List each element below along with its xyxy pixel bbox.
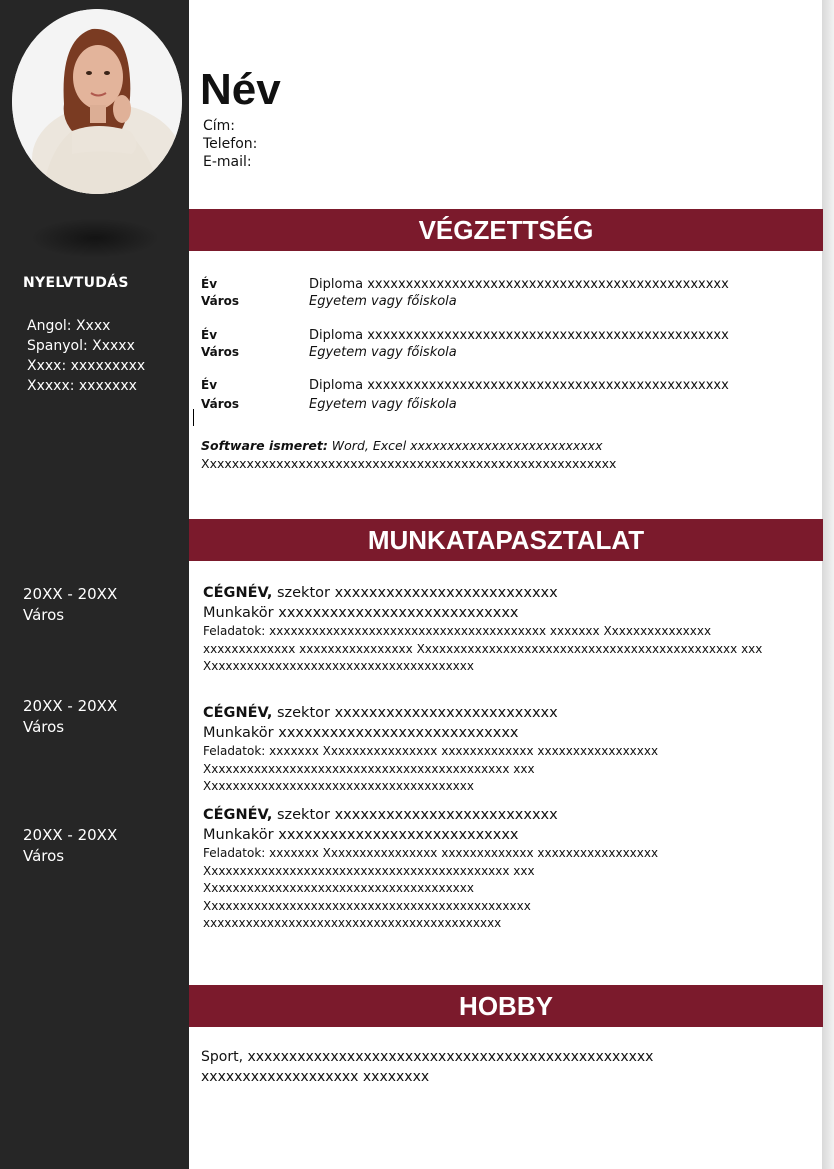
job-years: 20XX - 20XX — [23, 826, 118, 844]
company-sector: szektor xxxxxxxxxxxxxxxxxxxxxxxxxx — [272, 585, 558, 601]
text-cursor — [193, 409, 194, 426]
company-sector: szektor xxxxxxxxxxxxxxxxxxxxxxxxxx — [272, 705, 558, 721]
company-name: CÉGNÉV, — [203, 705, 273, 721]
education-city: Város — [201, 294, 240, 308]
education-diploma: Diploma xxxxxxxxxxxxxxxxxxxxxxxxxxxxxxxxxxxxxxxxxxxxxxx — [309, 277, 729, 292]
education-year: Év — [201, 328, 218, 342]
job-city: Város — [23, 718, 65, 736]
job-position: Munkakör xxxxxxxxxxxxxxxxxxxxxxxxxxxx — [203, 827, 519, 843]
job-period-3 — [23, 825, 117, 867]
education-diploma: Diploma xxxxxxxxxxxxxxxxxxxxxxxxxxxxxxxxxxxxxxxxxxxxxxx — [309, 328, 729, 343]
education-heading: VÉGZETTSÉG — [189, 209, 823, 251]
company-sector: szektor xxxxxxxxxxxxxxxxxxxxxxxxxx — [272, 807, 558, 823]
education-school: Egyetem vagy főiskola — [309, 345, 457, 360]
education-year: Év — [201, 378, 218, 392]
hobby-text: Sport, xxxxxxxxxxxxxxxxxxxxxxxxxxxxxxxxxxxxxxxxxxxxxxxxx xxxxxxxxxxxxxxxxxxx xxxxxxxx — [201, 1049, 654, 1085]
company-name: CÉGNÉV, — [203, 807, 273, 823]
job-entry — [203, 805, 803, 933]
photo-shadow — [30, 218, 160, 258]
hobby-heading: HOBBY — [189, 985, 823, 1027]
job-entry — [203, 583, 803, 676]
education-city: Város — [201, 397, 240, 411]
job-tasks: Feladatok: xxxxxxx Xxxxxxxxxxxxxxxx xxxxxxxxxxxxx xxxxxxxxxxxxxxxxx Xxxxxxxxxxxxxxxxxxxxxxxxxxxxxxxxxxxxxxxxxxx xxx Xxxxxxxxxxxxxxxxxxxxxxxxxxxxxxxxxxxxxx Xxxxxxxxxxxxxxxxxxxxxxxxxxxxxxxxxxxxxxxxxxxxxx xxxxxxxxxxxxxxxxxxxxxxxxxxxxxxxxxxxxxxxxxx — [203, 846, 659, 930]
education-diploma: Diploma xxxxxxxxxxxxxxxxxxxxxxxxxxxxxxxxxxxxxxxxxxxxxxx — [309, 378, 729, 393]
software-label: Software ismeret: — [201, 438, 328, 453]
contact-block — [203, 117, 257, 171]
job-tasks: Feladatok: xxxxxxx Xxxxxxxxxxxxxxxx xxxxxxxxxxxxx xxxxxxxxxxxxxxxxx Xxxxxxxxxxxxxxxxxxxxxxxxxxxxxxxxxxxxxxxxxxx xxx Xxxxxxxxxxxxxxxxxxxxxxxxxxxxxxxxxxxxxx — [203, 744, 659, 793]
page-edge — [822, 0, 834, 1169]
language-item: Angol: Xxxx — [27, 318, 111, 334]
job-years: 20XX - 20XX — [23, 697, 118, 715]
language-item: Xxxx: xxxxxxxxx — [27, 358, 146, 374]
job-years: 20XX - 20XX — [23, 585, 118, 603]
job-city: Város — [23, 847, 65, 865]
job-position: Munkakör xxxxxxxxxxxxxxxxxxxxxxxxxxxx — [203, 725, 519, 741]
languages-heading: NYELVTUDÁS — [23, 275, 129, 291]
language-item: Xxxxx: xxxxxxx — [27, 378, 137, 394]
job-tasks: Feladatok: xxxxxxxxxxxxxxxxxxxxxxxxxxxxxxxxxxxxxxx xxxxxxx Xxxxxxxxxxxxxxx xxxxxxxxxxxxx xxxxxxxxxxxxxxxx Xxxxxxxxxxxxxxxxxxxxxxxxxxxxxxxxxxxxxxxxxxxxx xxx Xxxxxxxxxxxxxxxxxxxxxxxxxxxxxxxxxxxxxx — [203, 624, 763, 673]
education-school: Egyetem vagy főiskola — [309, 397, 457, 412]
education-school: Egyetem vagy főiskola — [309, 294, 457, 309]
job-city: Város — [23, 606, 65, 624]
company-name: CÉGNÉV, — [203, 585, 273, 601]
phone-label: Telefon: — [203, 136, 258, 152]
person-name: Név — [200, 65, 281, 114]
profile-photo — [12, 9, 182, 194]
address-label: Cím: — [203, 118, 236, 134]
email-label: E-mail: — [203, 154, 252, 170]
job-position: Munkakör xxxxxxxxxxxxxxxxxxxxxxxxxxxx — [203, 605, 519, 621]
education-city: Város — [201, 345, 240, 359]
software-line2: Xxxxxxxxxxxxxxxxxxxxxxxxxxxxxxxxxxxxxxxxxxxxxxxxxxxxxxxx — [201, 456, 617, 471]
job-entry — [203, 703, 803, 796]
software-skills — [201, 437, 811, 473]
language-item: Spanyol: Xxxxx — [27, 338, 135, 354]
job-period-2 — [23, 696, 117, 738]
languages-list — [27, 316, 145, 396]
experience-heading: MUNKATAPASZTALAT — [189, 519, 823, 561]
education-year: Év — [201, 277, 218, 291]
job-period-1 — [23, 584, 117, 626]
software-text: Word, Excel xxxxxxxxxxxxxxxxxxxxxxxxxx — [327, 438, 603, 453]
